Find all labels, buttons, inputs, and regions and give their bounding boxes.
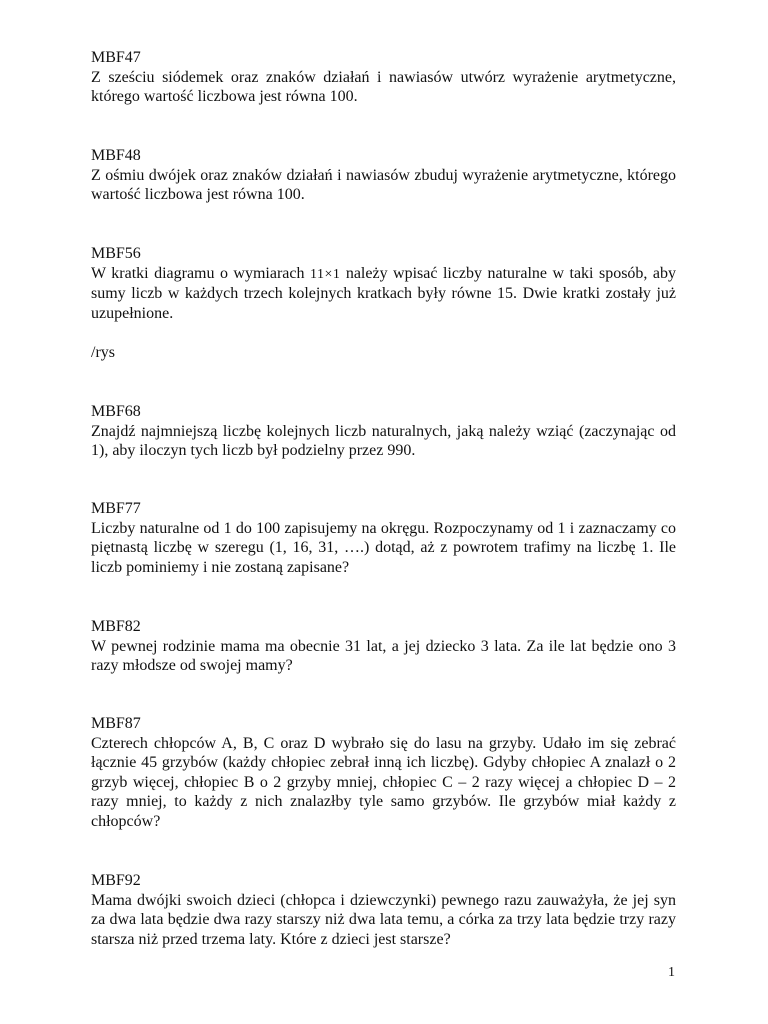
problem-id: MBF92	[91, 872, 141, 889]
problem-mbf77	[91, 499, 676, 577]
problem-text: Liczby naturalne od 1 do 100 zapisujemy na okręgu. Rozpoczynamy od 1 i zaznaczamy co piętnastą liczbę w szeregu (1, 16, 31, ….) dotąd, aż z powrotem trafimy na liczbę 1. Ile liczb pominiemy i nie zostaną zapisane?	[91, 519, 676, 576]
problem-mbf56	[91, 244, 676, 323]
problem-id: MBF48	[91, 147, 141, 164]
problem-text-before: W kratki diagramu o wymiarach	[91, 264, 305, 282]
problem-mbf48	[91, 146, 676, 205]
problem-mbf82	[91, 617, 676, 676]
problem-id: MBF82	[91, 618, 141, 635]
problem-id: MBF47	[91, 49, 141, 66]
page-number: 1	[668, 965, 675, 980]
problem-text: Znajdź najmniejszą liczbę kolejnych liczb naturalnych, jaką należy wziąć (zaczynając od 1), aby iloczyn tych liczb był podzielny przez 990.	[91, 422, 676, 459]
problem-text: Mama dwójki swoich dzieci (chłopca i dziewczynki) pewnego razu zauważyła, że jej syn za dwa lata będzie dwa razy starszy niż dwa lata temu, a córka za trzy lata będzie trzy razy starsza niż przed trzema laty. Które z dzieci jest starsze?	[91, 891, 676, 948]
figure-placeholder: /rys	[91, 344, 115, 361]
problem-text	[91, 264, 676, 324]
problem-text: W pewnej rodzinie mama ma obecnie 31 lat, a jej dziecko 3 lata. Za ile lat będzie ono 3 razy młodsze od swojej mamy?	[91, 637, 676, 674]
problem-text-after: należy wpisać liczby naturalne w taki sposób, aby sumy liczb w każdych trzech kolejnych kratkach były równe 15. Dwie kratki zostały już uzupełnione.	[91, 264, 676, 322]
problem-mbf47	[91, 48, 676, 107]
problem-id: MBF77	[91, 500, 141, 517]
problem-mbf92	[91, 871, 676, 949]
problem-text: Z sześciu siódemek oraz znaków działań i nawiasów utwórz wyrażenie arytmetyczne, którego wartość liczbowa jest równa 100.	[91, 68, 676, 105]
dimension-formula: 11×1	[309, 266, 341, 282]
problem-id: MBF68	[91, 403, 141, 420]
problem-text: Czterech chłopców A, B, C oraz D wybrało się do lasu na grzyby. Udało im się zebrać łącznie 45 grzybów (każdy chłopiec zebrał inną ich liczbę). Gdyby chłopiec A znalazł o 2 grzyb więcej, chłopiec B o 2 grzyby mniej, chłopiec C – 2 razy więcej a chłopiec D – 2 razy mniej, to każdy z nich znalazłby tyle samo grzybów. Ile grzybów miał każdy z chłopców?	[91, 734, 676, 830]
problem-id: MBF87	[91, 715, 141, 732]
problem-id: MBF56	[91, 245, 141, 262]
problem-text: Z ośmiu dwójek oraz znaków działań i nawiasów zbuduj wyrażenie arytmetyczne, którego wartość liczbowa jest równa 100.	[91, 166, 676, 203]
problem-mbf87	[91, 714, 676, 831]
problem-mbf68	[91, 402, 676, 461]
